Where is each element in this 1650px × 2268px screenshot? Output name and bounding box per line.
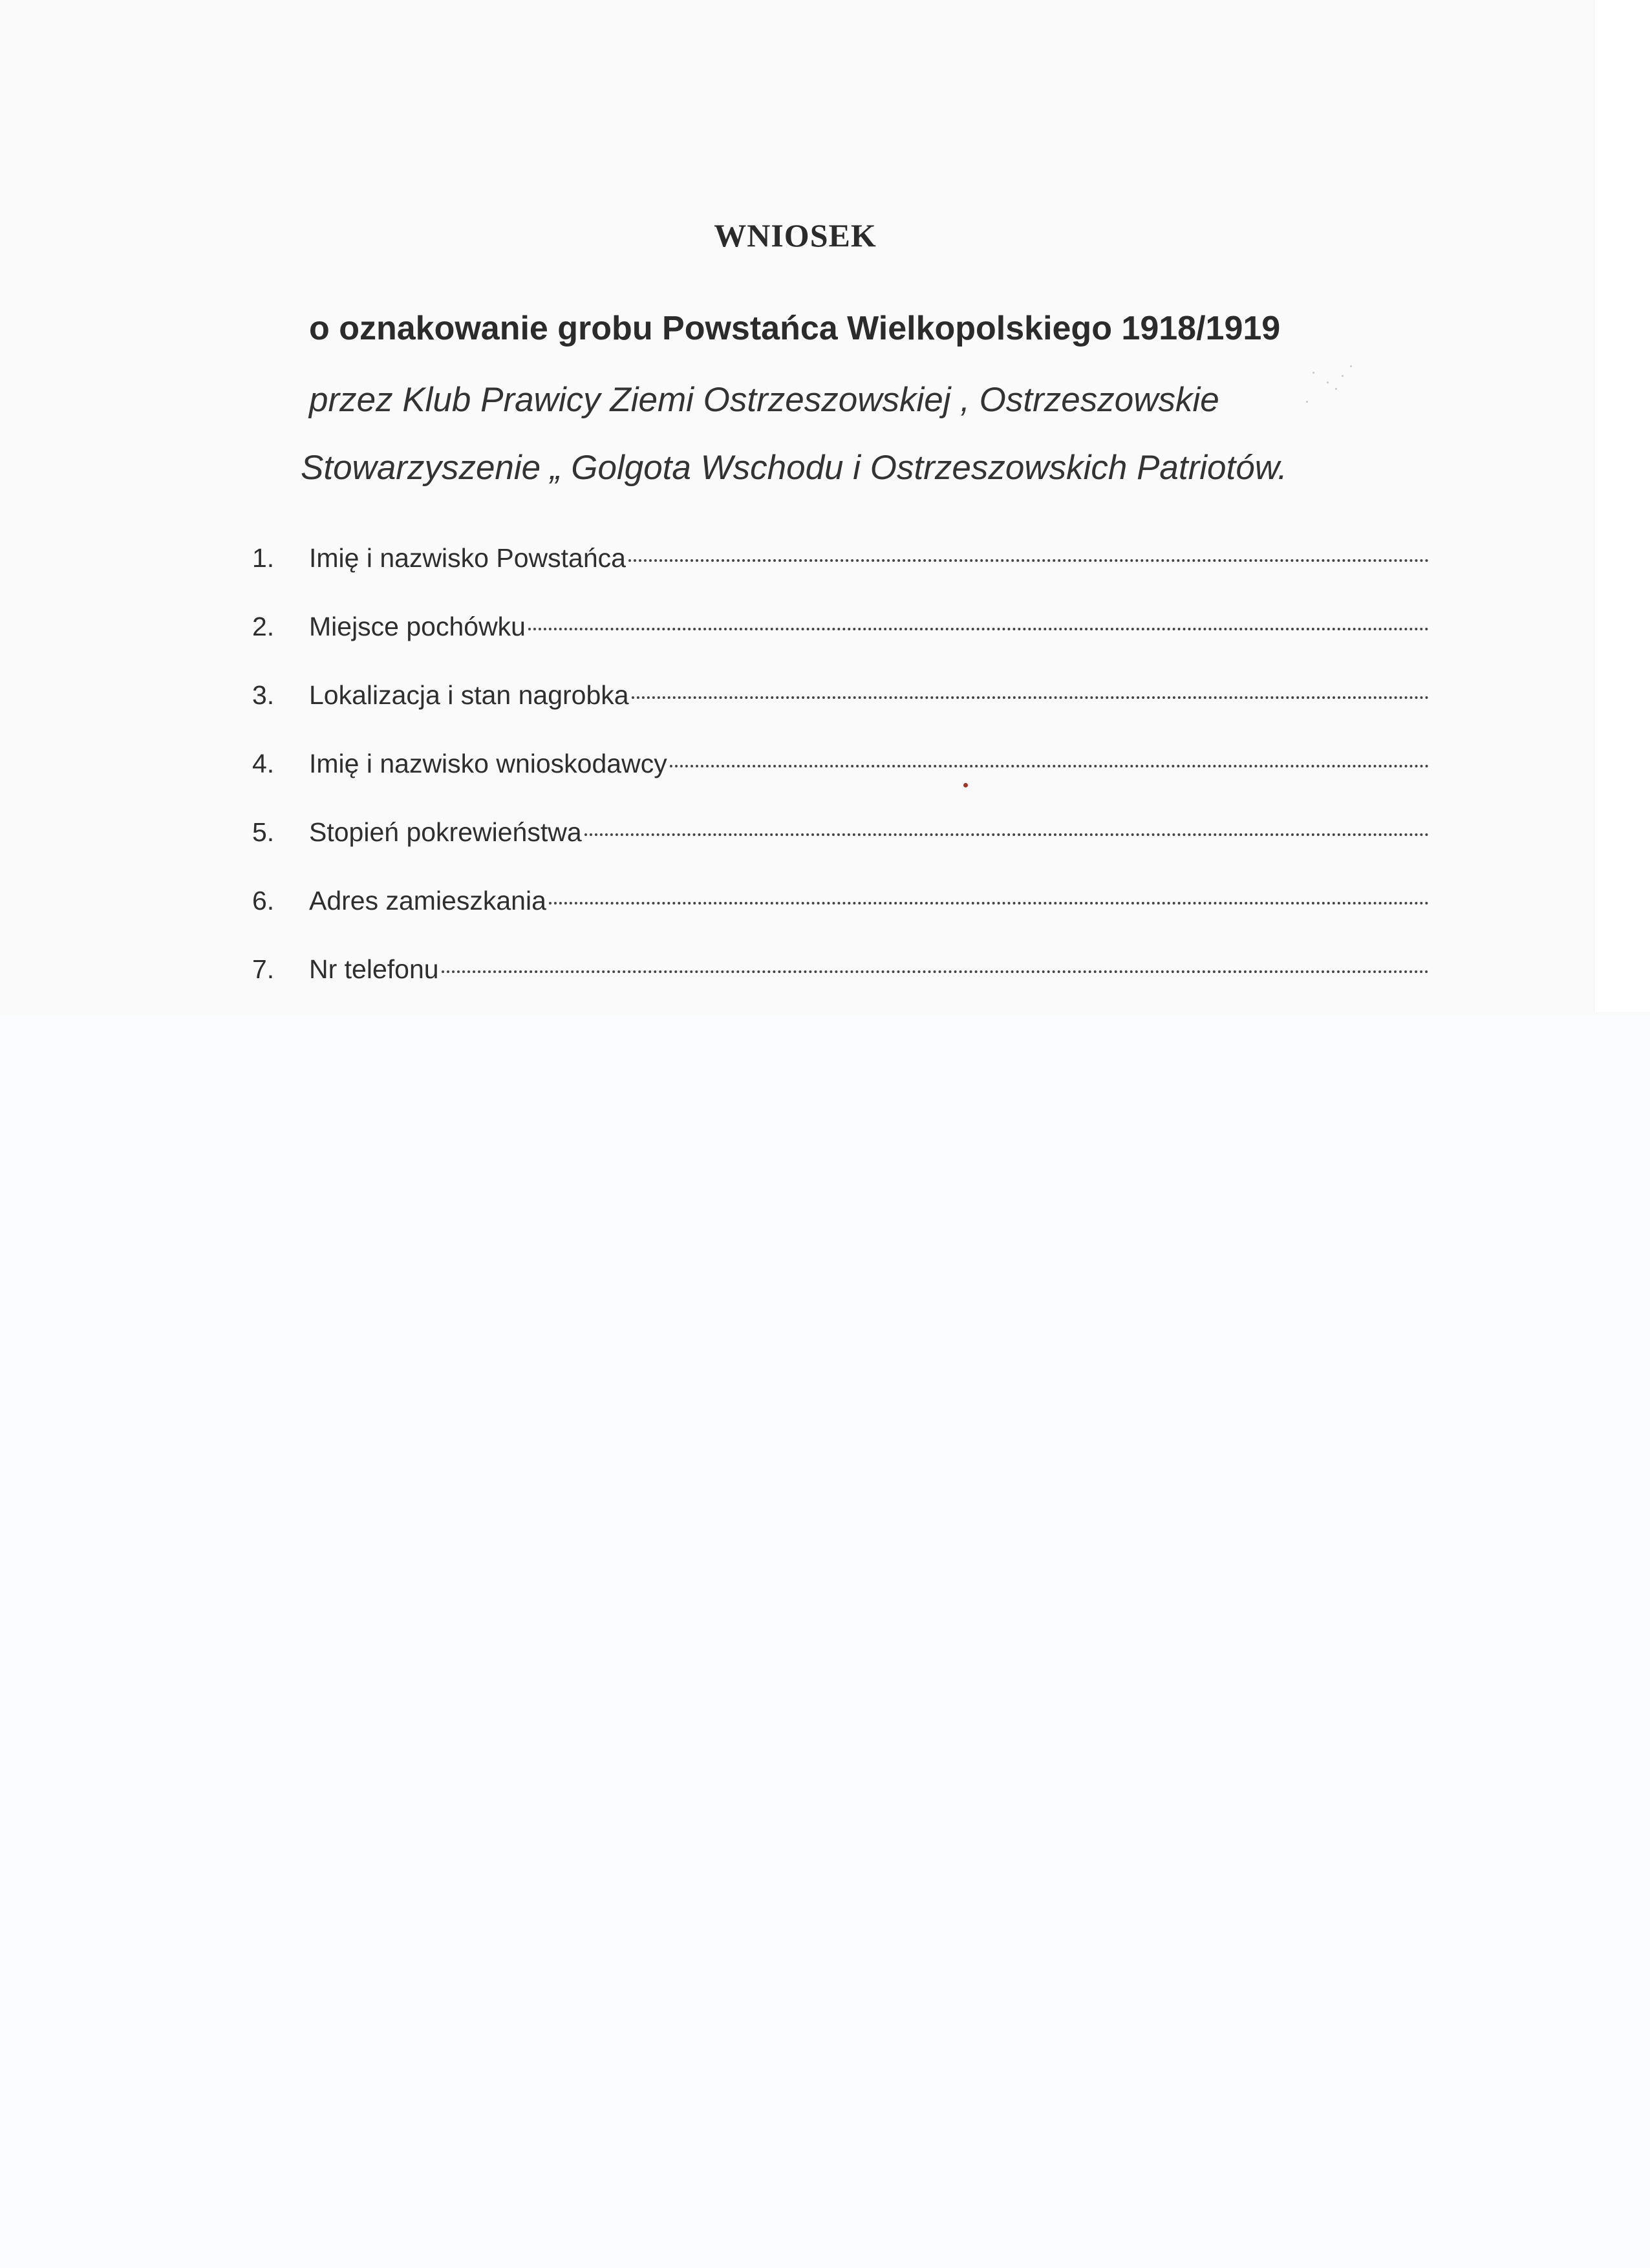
scan-speck [1327, 381, 1329, 383]
field-label: Stopień pokrewieństwa [309, 817, 582, 847]
field-label: Imię i nazwisko Powstańca [309, 543, 626, 573]
field-label: Imię i nazwisko wnioskodawcy [309, 749, 667, 778]
red-ink-dot [963, 783, 968, 787]
field-label: Nr telefonu [309, 954, 439, 984]
fill-in-line[interactable] [584, 833, 1429, 836]
scan-speck [1306, 401, 1308, 403]
scan-speck [1335, 388, 1337, 390]
form-field-burial-place [252, 612, 1435, 650]
fill-in-line[interactable] [528, 628, 1429, 630]
field-label: Adres zamieszkania [309, 886, 546, 915]
field-label: Miejsce pochówku [309, 612, 526, 641]
form-field-kinship [252, 817, 1435, 856]
fill-in-line[interactable] [632, 696, 1429, 699]
document-subtitle: o oznakowanie grobu Powstańca Wielkopolskiego 1918/1919 [309, 310, 1281, 347]
field-number: 5. [252, 817, 275, 847]
intro-line-2: Stowarzyszenie „ Golgota Wschodu i Ostrzeszowskich Patriotów. [301, 449, 1287, 487]
form-field-phone [252, 954, 1435, 993]
field-number: 2. [252, 612, 275, 641]
field-label: Lokalizacja i stan nagrobka [309, 680, 629, 710]
fill-in-line[interactable] [442, 970, 1429, 973]
field-number: 3. [252, 680, 275, 710]
intro-line-1: przez Klub Prawicy Ziemi Ostrzeszowskiej , Ostrzeszowskie [309, 381, 1219, 419]
form-field-powstaniec-name [252, 543, 1435, 582]
fill-in-line[interactable] [670, 765, 1429, 767]
scan-speck [1342, 375, 1344, 377]
form-field-address [252, 886, 1435, 925]
scan-speck [1312, 372, 1314, 374]
field-number: 7. [252, 954, 275, 984]
form-field-grave-location [252, 680, 1435, 719]
document-title: WNIOSEK [714, 217, 877, 253]
fill-in-line[interactable] [549, 902, 1429, 904]
scan-edge [1594, 0, 1650, 1012]
form-field-applicant-name [252, 749, 1435, 787]
fill-in-line[interactable] [628, 559, 1429, 562]
scanned-page [0, 0, 1650, 1015]
field-number: 4. [252, 749, 275, 778]
field-number: 6. [252, 886, 275, 915]
field-number: 1. [252, 543, 275, 573]
scan-speck [1350, 365, 1352, 367]
